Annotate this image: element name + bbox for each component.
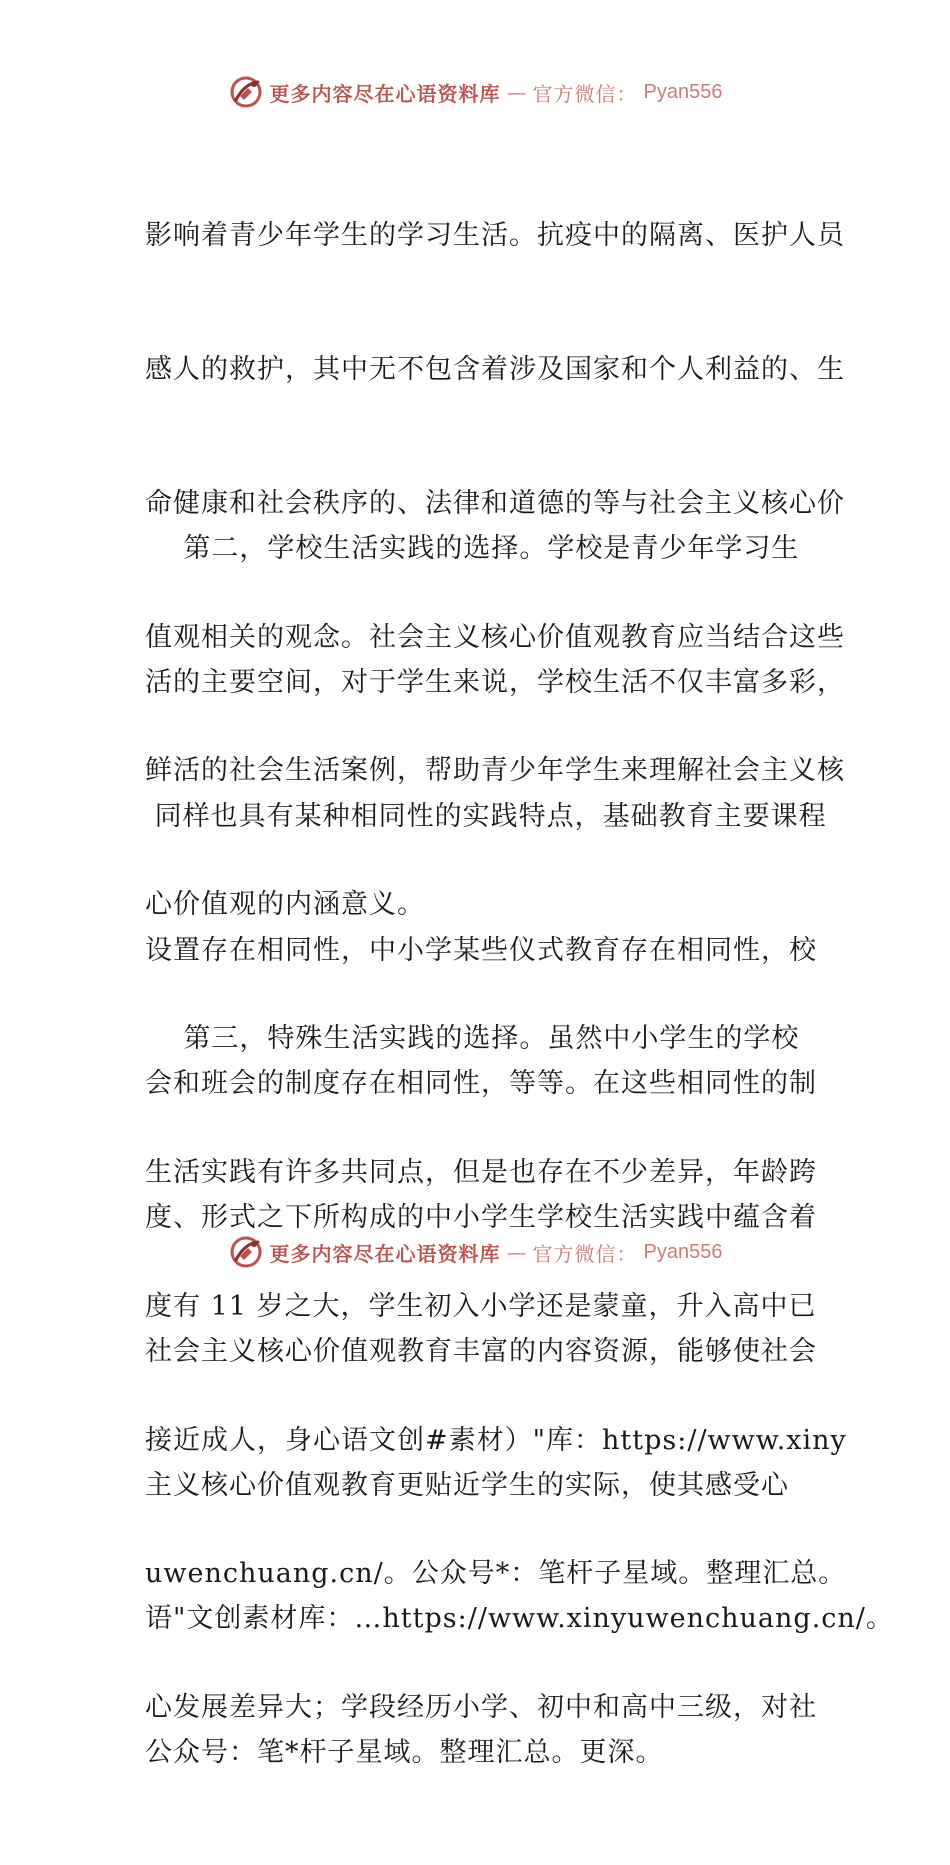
footer-banner bbox=[0, 1230, 950, 1274]
text-line: 活的主要空间，对于学生来说，学校生活不仅丰富多彩， bbox=[145, 666, 845, 698]
text-line-url: uwenchuang.cn/。公众号*：笔杆子星域。整理汇总。 bbox=[145, 1558, 847, 1590]
text-line-url: 接近成人，身心语文创#素材）"库：https://www.xiny bbox=[145, 1424, 847, 1456]
text-line: 第二，学校生活实践的选择。学校是青少年学习生 bbox=[145, 533, 800, 565]
text-line: 鲜活的社会生活案例，帮助青少年学生来理解社会主义核 bbox=[145, 755, 845, 787]
footer-wechat-id: Pyan556 bbox=[643, 1240, 723, 1263]
text-line: 社会主义核心价值观教育丰富的内容资源，能够使社会 bbox=[145, 1335, 817, 1367]
header-banner-title: 更多内容尽在心语资料库 bbox=[269, 81, 501, 106]
text-line: 值观相关的观念。社会主义核心价值观教育应当结合这些 bbox=[145, 621, 845, 653]
text-line-url: 语"文创素材库：…https://www.xinyuwenchuang.cn/。 bbox=[145, 1603, 894, 1635]
text-line: 同样也具有某种相同性的实践特点，基础教育主要课程 bbox=[145, 800, 827, 832]
text-line: 感人的救护，其中无不包含着涉及国家和个人利益的、生 bbox=[145, 353, 845, 385]
text-line: 会和班会的制度存在相同性，等等。在这些相同性的制 bbox=[145, 1068, 817, 1100]
text-line: 第三，特殊生活实践的选择。虽然中小学生的学校 bbox=[145, 1023, 800, 1055]
text-line: 影响着青少年学生的学习生活。抗疫中的隔离、医护人员 bbox=[145, 220, 845, 252]
text-line: 设置存在相同性，中小学某些仪式教育存在相同性，校 bbox=[145, 934, 817, 966]
header-banner bbox=[0, 70, 950, 114]
text-line: 公众号：笔*杆子星域。整理汇总。更深。 bbox=[145, 1737, 664, 1769]
text-line: 度有 11 岁之大，学生初入小学还是蒙童，升入高中已 bbox=[145, 1290, 817, 1322]
text-line: 心价值观的内涵意义。 bbox=[145, 889, 425, 921]
header-banner-dash: — bbox=[506, 80, 527, 104]
text-line: 心发展差异大；学段经历小学、初中和高中三级，对社 bbox=[145, 1692, 817, 1724]
text-line: 命健康和社会秩序的、法律和道德的等与社会主义核心价 bbox=[145, 487, 845, 519]
text-line: 生活实践有许多共同点，但是也存在不少差异，年龄跨 bbox=[145, 1156, 817, 1188]
header-wechat-id: Pyan556 bbox=[643, 80, 723, 103]
text-line: 度、形式之下所构成的中小学生学校生活实践中蕴含着 bbox=[145, 1202, 817, 1234]
header-wechat-label: 官方微信： bbox=[532, 81, 638, 106]
footer-wechat-label: 官方微信： bbox=[532, 1241, 638, 1266]
paragraph-3 bbox=[145, 928, 847, 1820]
footer-banner-title: 更多内容尽在心语资料库 bbox=[269, 1241, 501, 1266]
brush-seal-logo-icon bbox=[228, 1234, 264, 1270]
brush-seal-logo-icon bbox=[228, 74, 264, 110]
footer-banner-dash: — bbox=[506, 1240, 527, 1264]
text-line: 主义核心价值观教育更贴近学生的实际，使其感受心 bbox=[145, 1469, 789, 1501]
